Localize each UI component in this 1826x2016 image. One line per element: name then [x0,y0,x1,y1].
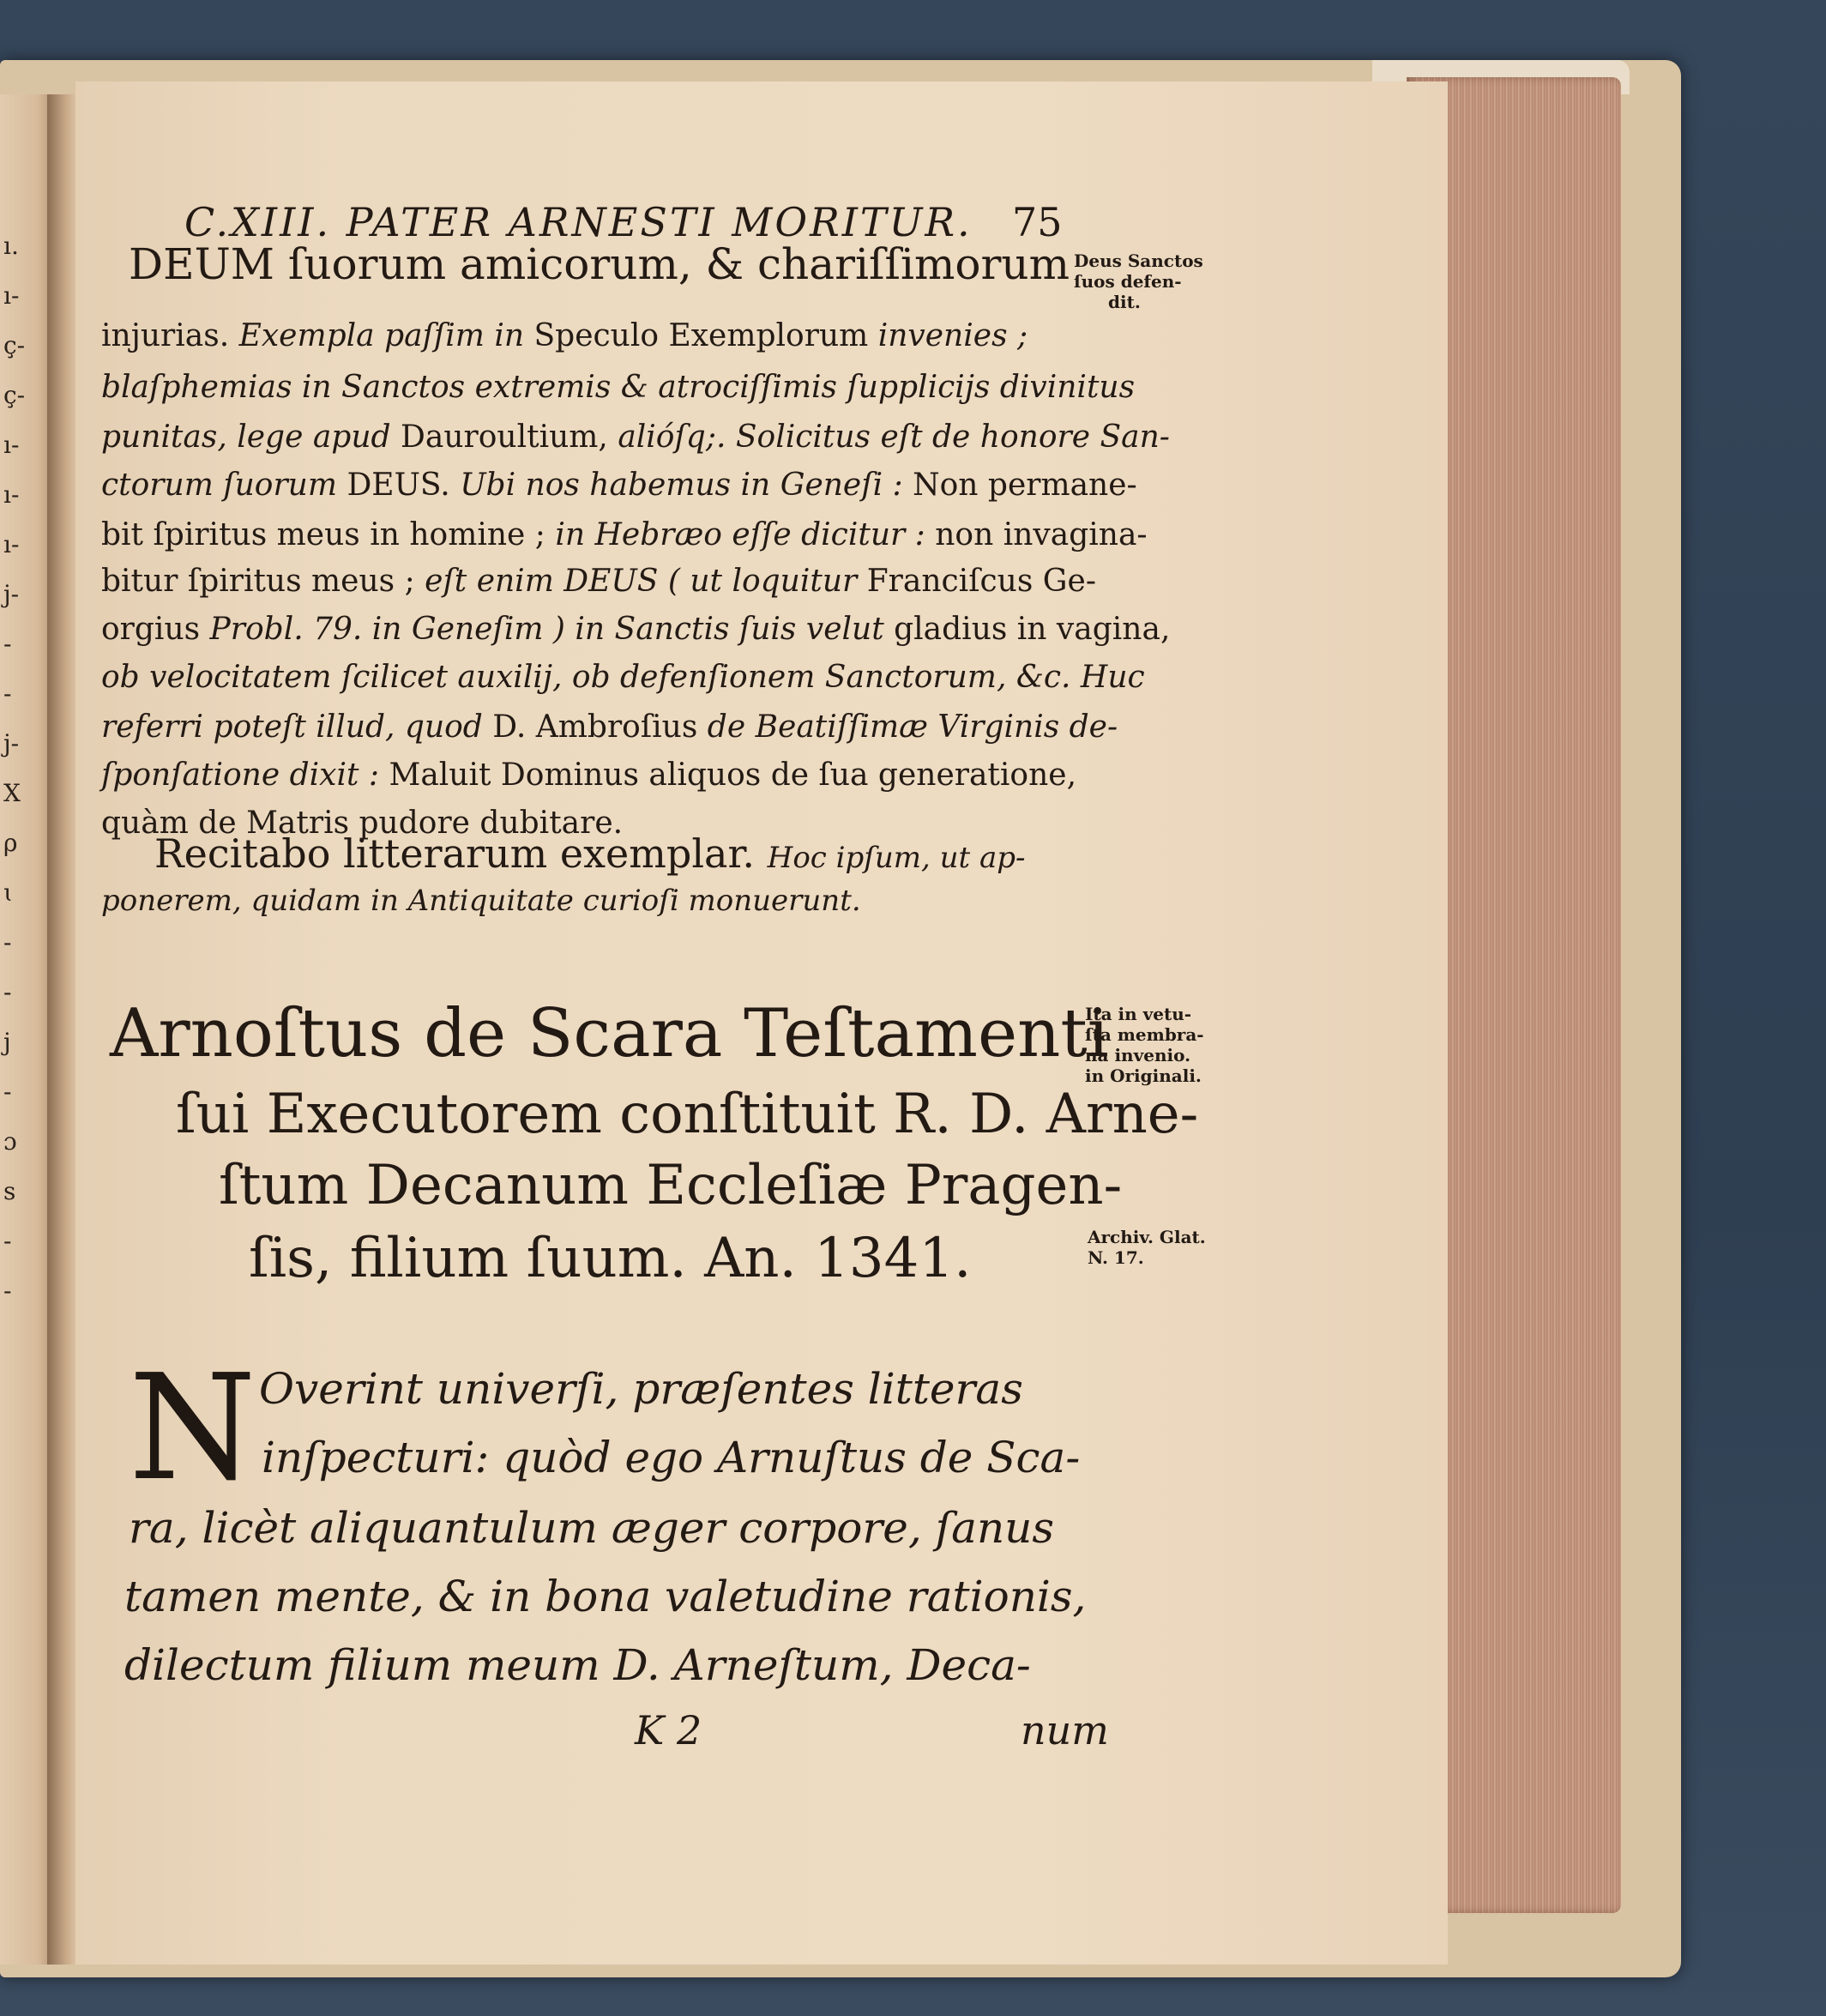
left-page-fragment: ı- [3,480,20,509]
roman-segment: Dauroultium, [401,419,618,455]
left-page-fragment: ɩ [3,878,13,907]
left-page-fragment: ɔ [3,1127,17,1156]
roman-segment: DEUM ſuorum amicorum, & chariſſimorum [129,239,1070,289]
margin-note-2-line: ſta membra- [1085,1024,1204,1045]
left-page-fragment: j- [3,580,20,608]
italic-segment: Probl. 79. in Geneſim ) in Sanctis ſuis velut [209,612,895,647]
body-line [129,239,1070,289]
roman-segment: bitur ſpiritus meus ; [101,564,425,599]
document-line-4: tamen mente, & in bona valetudine rationis, [124,1572,1087,1621]
margin-note-2-line: Ita in vetu- [1085,1004,1192,1024]
italic-segment: ſponſatione dixit : [101,758,389,793]
left-page [0,94,53,1965]
roman-segment: non invagina- [935,517,1148,552]
italic-segment: referri poteſt illud, quod [101,709,493,745]
left-page-fragment: ı- [3,431,20,459]
heading-line-2: ſui Executorem conſtituit R. D. Arne- [176,1083,1199,1146]
roman-segment: injurias. [101,318,239,353]
body-line [101,420,1170,455]
left-page-fragment: ç- [3,381,26,409]
left-page-fragment: - [3,928,12,957]
left-page-fragment: ı- [3,530,20,558]
italic-segment: alióſq;. Solicitus eſt de honore San- [618,419,1170,455]
italic-segment: Exempla paſſim in [238,318,534,353]
left-page-fragment: ı. [3,232,19,260]
heading-line-3: ſtum Decanum Eccleſiæ Pragen- [219,1154,1123,1217]
roman-segment: gladius in vagina, [894,612,1171,647]
body-line [101,613,1170,647]
document-line-3: ra, licèt aliquantulum æger corpore, ſanus [129,1503,1055,1553]
heading-line-1: Arnoſtus de Scara Teſtamenti [110,995,1109,1072]
drop-cap-initial: N [129,1343,256,1513]
italic-segment: Ubi nos habemus in Geneſi : [460,468,913,503]
italic-segment: punitas, lege apud [101,419,401,455]
body-line [101,661,1145,695]
page-number: 75 [1012,199,1063,245]
roman-segment: Speculo Exemplorum [533,318,878,353]
left-page-fragment: j- [3,729,20,758]
italic-segment: invenies ; [877,318,1028,353]
body-line [101,564,1096,599]
margin-note-1-line: dit. [1108,292,1141,312]
body-line [101,468,1137,503]
italic-segment: de Beatiſſimæ Virginis de- [707,709,1118,745]
left-page-fragment: j [3,1028,11,1056]
margin-note-1-line: ſuos defen- [1074,271,1182,292]
roman-segment: bit ſpiritus meus in homine ; [101,517,556,552]
margin-note-1-line: Deus Sanctos [1074,250,1203,271]
recitabo-line-1 [154,830,1026,877]
document-line-1: Overint univerſi, præſentes litteras [259,1364,1023,1414]
margin-note-3-line: Archiv. Glat. [1088,1227,1206,1247]
italic-segment: ctorum ſuorum [101,468,347,503]
margin-note-3-line: N. 17. [1088,1247,1144,1268]
left-page-fragment: ç- [3,331,26,359]
italic-segment: eſt enim DEUS ( ut loquitur [425,564,867,599]
body-line [101,710,1118,745]
heading-line-4: ſis, filium ſuum. An. 1341. [249,1227,972,1290]
left-page-fragment: ı- [3,281,20,310]
signature-mark: K 2 [635,1707,702,1753]
roman-segment: orgius [101,612,210,647]
italic-segment: in Hebræo eſſe dicitur : [555,517,936,552]
roman-segment: Recitabo litterarum exemplar. [154,830,768,877]
margin-note-1 [1074,250,1203,312]
body-line [101,518,1148,552]
italic-segment: ob velocitatem ſcilicet auxilij, ob defenſionem Sanctorum, &c. Huc [101,660,1145,695]
margin-note-2 [1085,1004,1204,1086]
italic-segment: Hoc ipſum, ut ap- [767,841,1026,875]
left-page-fragment: - [3,630,12,658]
left-page-fragment: - [3,1277,12,1305]
document-line-5: dilectum filium meum D. Arneſtum, Deca- [124,1640,1031,1690]
roman-segment: D. Ambroſius [492,709,708,745]
roman-segment: Non permane- [913,468,1137,503]
margin-note-2-line: in Originali. [1085,1065,1202,1086]
left-page-fragment: s [3,1177,16,1205]
margin-note-2-line: na invenio. [1085,1045,1191,1065]
margin-note-3 [1088,1227,1206,1268]
recitabo-line-2: ponerem, quidam in Antiquitate curioſi monuerunt. [101,884,861,918]
roman-segment: Maluit Dominus aliquos de ſua generatione, [389,758,1077,793]
body-line [101,319,1028,353]
running-head: C.XIII. PATER ARNESTI MORITUR. [184,199,973,245]
roman-segment: DEUS. [347,468,461,503]
left-page-fragment: - [3,1227,12,1255]
document-line-2: inſpecturi: quòd ego Arnuſtus de Sca- [262,1433,1081,1482]
left-page-fragment: ρ [3,829,18,857]
roman-segment: Franciſcus Ge- [866,564,1097,599]
body-line [101,758,1076,793]
body-line [101,371,1135,405]
left-page-fragment: - [3,978,12,1006]
left-page-fragment: X [3,779,21,807]
catchword: num [1021,1707,1109,1753]
left-page-fragment: - [3,1077,12,1106]
italic-segment: blaſphemias in Sanctos extremis & atrociſſimis ſupplicijs divinitus [101,370,1136,405]
roman-segment: quàm de Matris pudore dubitare. [101,806,624,841]
left-page-fragment: - [3,679,12,708]
